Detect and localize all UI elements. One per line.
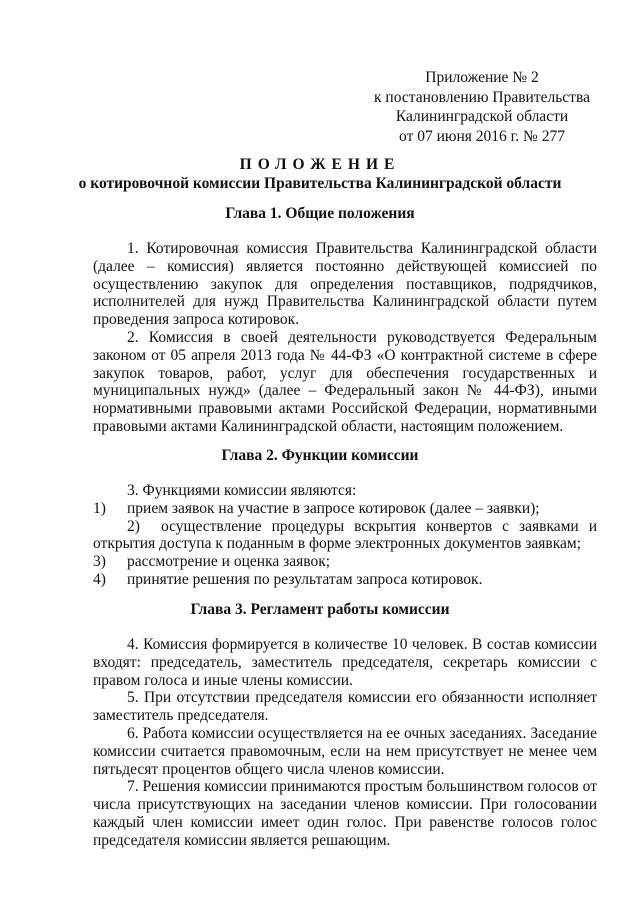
function-item-1-text: прием заявок на участие в запросе котировок (далее – заявки); bbox=[127, 499, 540, 517]
paragraph-3: 3. Функциями комиссии являются: bbox=[127, 482, 357, 499]
paragraph-4: 4. Комиссия формируется в количестве 10 человек. В состав комиссии входят: председатель, заместитель председателя, секретарь комиссии с правом голоса и иные члены комиссии. bbox=[93, 636, 597, 689]
chapter-1-body bbox=[93, 240, 597, 436]
paragraph-6: 6. Работа комиссии осуществляется на ее очных заседаниях. Заседание комиссии считается правомочным, если на нем присутствует не менее чем пятьдесят процентов общего числа членов комиссии. bbox=[93, 724, 597, 778]
chapter-2-heading: Глава 2. Функции комиссии bbox=[221, 447, 419, 464]
paragraph-5: 5. При отсутствии председателя комиссии его обязанности исполняет заместитель председателя. bbox=[93, 689, 597, 725]
function-item-3 bbox=[93, 553, 597, 571]
function-item-1 bbox=[93, 500, 597, 518]
chapter-3-body bbox=[93, 636, 597, 850]
function-item-3-num: 3) bbox=[93, 553, 106, 571]
function-item-4-text: принятие решения по результатам запроса котировок. bbox=[127, 570, 483, 588]
function-item-2-text: осуществление процедуры вскрытия конвертов с заявками и открытия доступа к поданным в форме электронных документов заявкам; bbox=[93, 517, 597, 553]
paragraph-2: 2. Комиссия в своей деятельности руководствуется Федеральным законом от 05 апреля 2013 года № 44-ФЗ «О контрактной системе в сфере закупок товаров, работ, услуг для обеспечения государственных и муниципальных нужд» (далее – Федеральный закон № 44-ФЗ), иными нормативными правовыми актами Российской Федерации, нормативными правовыми актами Калининградской области, настоящим положением. bbox=[93, 328, 597, 435]
chapter-1-heading: Глава 1. Общие положения bbox=[225, 205, 415, 222]
appendix-line-2: к постановлению Правительства bbox=[374, 88, 590, 106]
paragraph-7: 7. Решения комиссии принимаются простым большинством голосов от числа присутствующих на заседании членов комиссии. При голосовании каждый член комиссии имеет один голос. При равенстве голосов голос председателя комиссии является решающим. bbox=[93, 778, 597, 849]
function-item-4-num: 4) bbox=[93, 570, 106, 588]
chapter-3-heading: Глава 3. Регламент работы комиссии bbox=[190, 601, 450, 618]
function-item-2-num: 2) bbox=[127, 517, 140, 535]
paragraph-1: 1. Котировочная комиссия Правительства Калининградской области (далее – комиссия) является постоянно действующей комиссией по осуществлению закупок для определения поставщиков, подрядчиков, исполнителей для нужд Правительства Калининградской области путем проведения запроса котировок. bbox=[93, 240, 597, 329]
appendix-line-3: Калининградской области bbox=[395, 108, 569, 125]
chapter-2-body bbox=[93, 482, 597, 589]
appendix-header bbox=[372, 68, 592, 146]
appendix-line-4: от 07 июня 2016 г. № 277 bbox=[399, 127, 565, 145]
function-item-1-num: 1) bbox=[93, 499, 106, 517]
function-item-4 bbox=[93, 571, 597, 589]
function-item-2 bbox=[93, 518, 597, 554]
function-item-3-text: рассмотрение и оценка заявок; bbox=[127, 553, 331, 571]
document-subtitle: о котировочной комиссии Правительства Калининградской области bbox=[78, 175, 562, 192]
document-title: ПОЛОЖЕНИЕ bbox=[239, 156, 401, 173]
appendix-line-1: Приложение № 2 bbox=[425, 69, 539, 86]
